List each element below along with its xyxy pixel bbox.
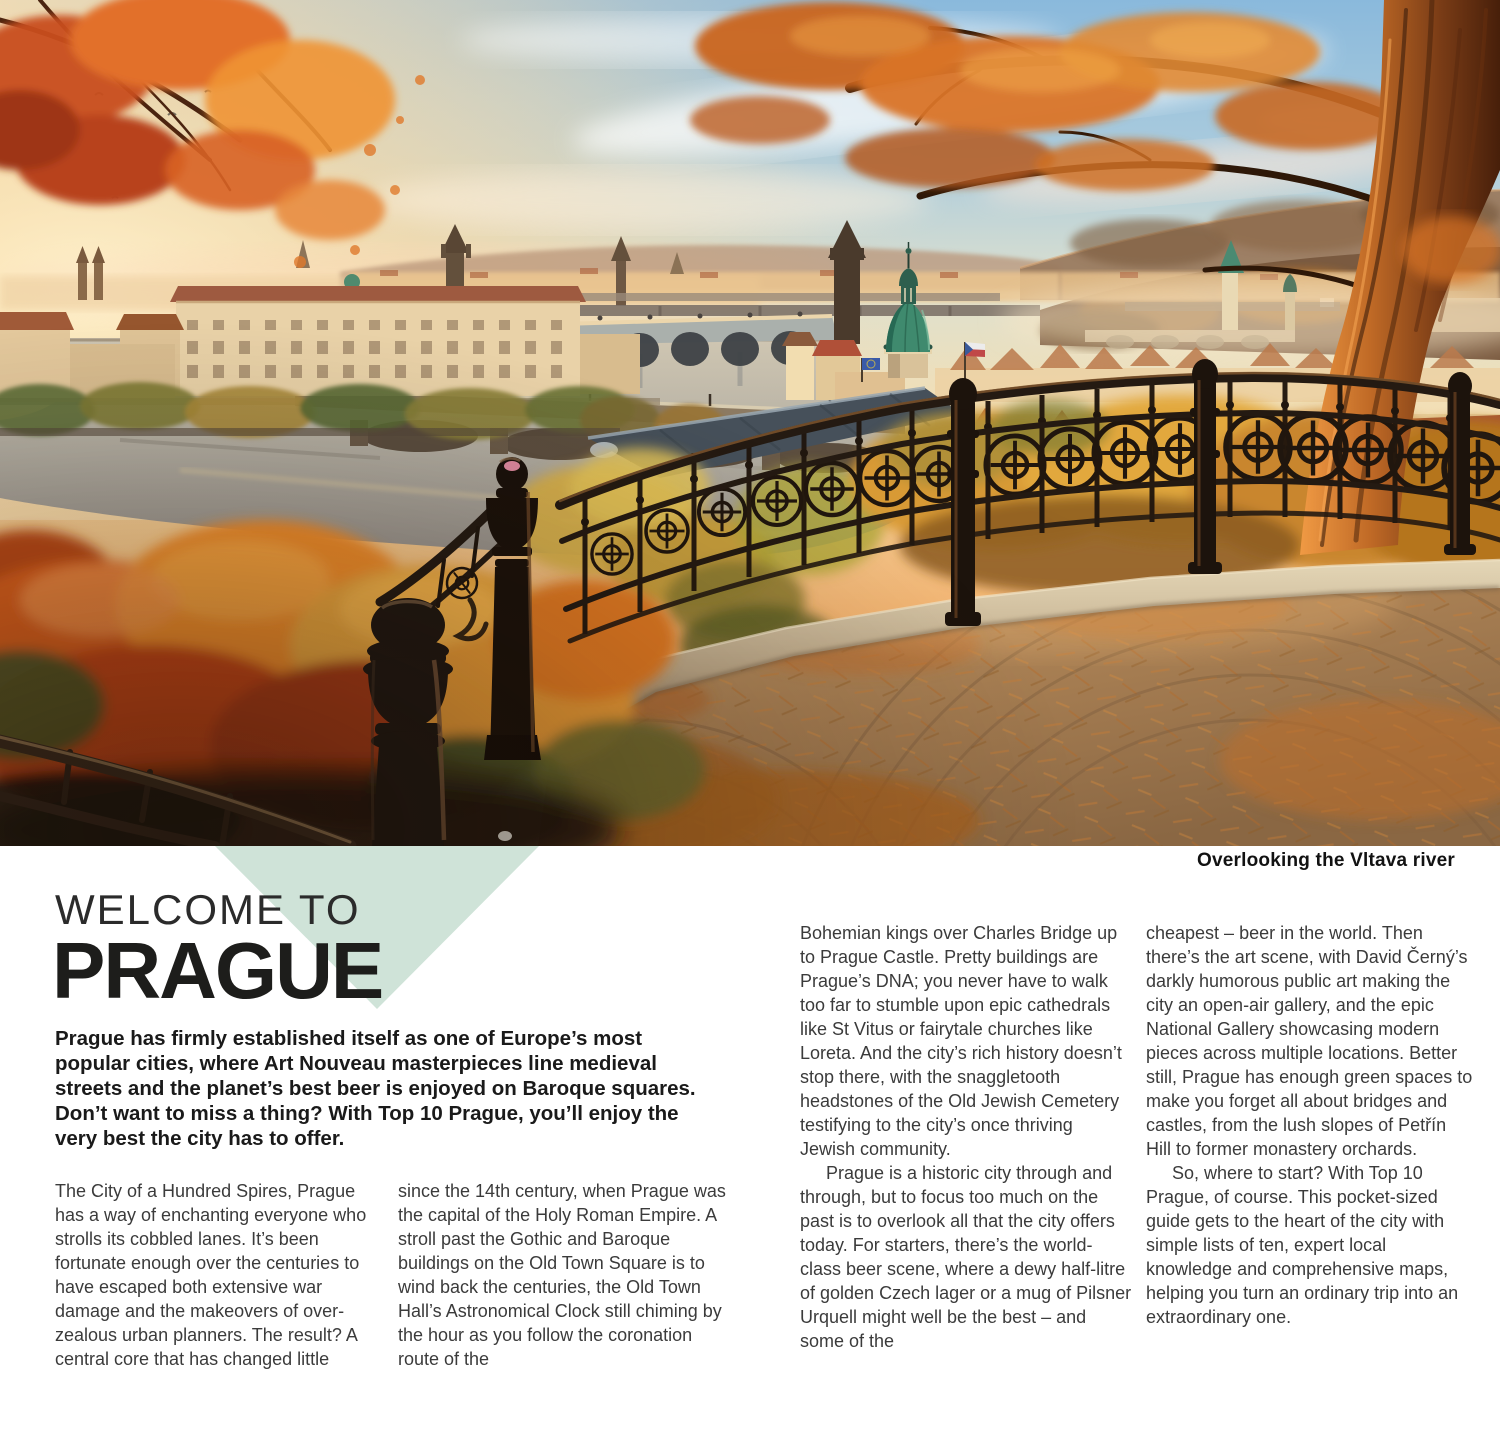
intro-paragraph [55, 1026, 707, 1151]
body-paragraph: The City of a Hundred Spires, Prague has a way of enchanting everyone who strolls its cobbled lanes. It’s been fortunate enough over the centuries to have escaped both extensive war damage and the makeovers of over-zealous urban planners. The result? A central core that has changed little [55, 1181, 367, 1369]
body-paragraph: Prague is a historic city through and through, but to focus too much on the past is to overlook all that the city offers today. For starters, there’s the world-class beer scene, where a dewy half-litre of golden Czech lager or a mug of Pilsner Urquell might well be the best – and some of the [800, 1163, 1132, 1351]
body-column-2 [398, 1179, 728, 1371]
intro-text: Prague has firmly established itself as one of Europe’s most popular cities, where Art Nouveau masterpieces line medieval streets and the planet’s best beer is enjoyed on Baroque squares. Don’t want to miss a thing? With Top 10 Prague, you’ll enjoy the very best the city has to offer. [55, 1027, 696, 1150]
page-title: PRAGUE [52, 926, 383, 1015]
photo-caption: Overlooking the Vltava river [1197, 850, 1455, 871]
body-column-4 [1146, 921, 1476, 1329]
body-paragraph: since the 14th century, when Prague was the capital of the Holy Roman Empire. A stroll past the Gothic and Baroque buildings on the Old Town Square is to wind back the centuries, the Old Town Hall’s Astronomical Clock still chiming by the hour as you follow the coronation route of the [398, 1181, 726, 1369]
welcome-kicker: WELCOME TO [55, 886, 361, 933]
body-paragraph: cheapest – beer in the world. Then there’s the art scene, with David Černý’s darkly humorous public art making the city an open-air gallery, and the epic National Gallery showcasing modern pieces across multiple locations. Better still, Prague has enough green spaces to make you forget all about bridges and castles, from the lush slopes of Petřín Hill to former monastery orchards. [1146, 923, 1473, 1159]
body-column-3 [800, 921, 1132, 1353]
body-paragraph: So, where to start? With Top 10 Prague, of course. This pocket-sized guide gets to the heart of the city with simple lists of ten, expert local knowledge and comprehensive maps, helping you turn an ordinary trip into an extraordinary one. [1146, 1163, 1459, 1327]
body-column-1 [55, 1179, 385, 1371]
body-paragraph: Bohemian kings over Charles Bridge up to Prague Castle. Pretty buildings are Prague’s DNA; you never have to walk too far to stumble upon epic cathedrals like St Vitus or fairytale churches like Loreta. And the city’s rich history doesn’t stop there, with the snaggletooth headstones of the Old Jewish Cemetery testifying to the city’s once thriving Jewish community. [800, 923, 1122, 1159]
